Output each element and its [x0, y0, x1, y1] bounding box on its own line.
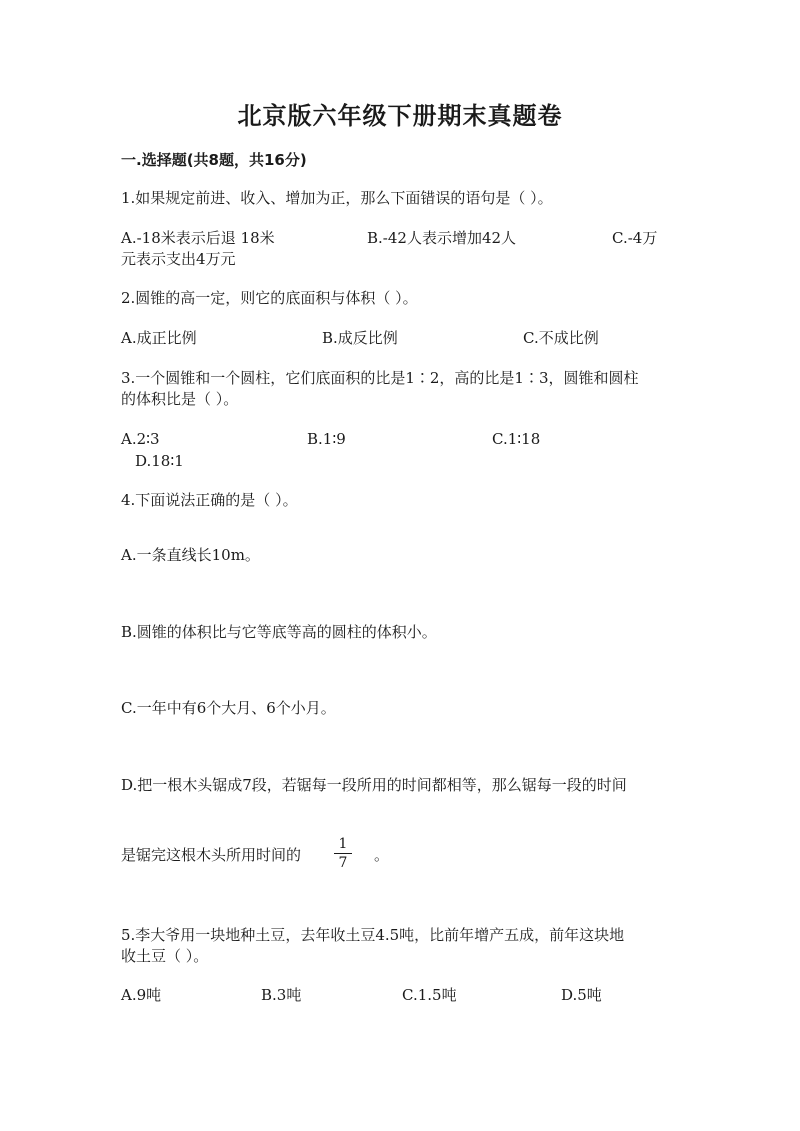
question-5-option-b: B.3吨 — [261, 986, 302, 1004]
question-4-option-d-line-2: 是锯完这根木头所用时间的 — [121, 846, 302, 864]
question-5-option-a: A.9吨 — [121, 986, 162, 1004]
question-4-option-d-line-1: D.把一根木头锯成7段，若锯每一段所用的时间都相等，那么锯每一段的时间 — [121, 776, 627, 794]
fraction-one-seventh — [334, 836, 352, 871]
section-heading: 一.选择题(共8题，共16分) — [121, 151, 307, 169]
question-1-option-c: C.-4万 — [612, 229, 658, 247]
question-2-option-c: C.不成比例 — [523, 329, 599, 347]
question-2-option-b: B.成反比例 — [322, 329, 398, 347]
question-3-option-a: A.2∶3 — [121, 430, 160, 448]
question-1-option-a: A.-18米表示后退 18米 — [121, 229, 275, 247]
fraction-denominator: 7 — [338, 855, 348, 871]
question-5-option-d: D.5吨 — [561, 986, 602, 1004]
fraction-numerator: 1 — [334, 836, 352, 854]
question-4-stem: 4.下面说法正确的是（ ）。 — [121, 491, 298, 509]
question-3-option-b: B.1∶9 — [307, 430, 346, 448]
question-5-stem-line-1: 5.李大爷用一块地种土豆，去年收土豆4.5吨，比前年增产五成，前年这块地 — [121, 926, 625, 944]
question-1-option-c-continued: 元表示支出4万元 — [121, 250, 236, 268]
question-4-option-c: C.一年中有6个大月、6个小月。 — [121, 699, 336, 717]
question-4-option-a: A.一条直线长10m。 — [121, 546, 260, 564]
question-1-stem: 1.如果规定前进、收入、增加为正，那么下面错误的语句是（ ）。 — [121, 189, 553, 207]
question-4-option-b: B.圆锥的体积比与它等底等高的圆柱的体积小。 — [121, 623, 437, 641]
page-title: 北京版六年级下册期末真题卷 — [237, 102, 563, 130]
question-2-option-a: A.成正比例 — [121, 329, 197, 347]
question-3-stem-line-2: 的体积比是（ ）。 — [121, 390, 239, 408]
question-3-option-d: D.18∶1 — [135, 452, 184, 470]
question-5-stem-line-2: 收土豆（ ）。 — [121, 947, 209, 965]
question-5-option-c: C.1.5吨 — [402, 986, 457, 1004]
question-3-stem-line-1: 3.一个圆锥和一个圆柱，它们底面积的比是1∶2，高的比是1∶3，圆锥和圆柱 — [121, 369, 639, 387]
question-1-option-b: B.-42人表示增加42人 — [367, 229, 517, 247]
question-3-option-c: C.1∶18 — [492, 430, 541, 448]
question-2-stem: 2.圆锥的高一定，则它的底面积与体积（ ）。 — [121, 289, 418, 307]
question-4-option-d-end: 。 — [374, 846, 390, 864]
